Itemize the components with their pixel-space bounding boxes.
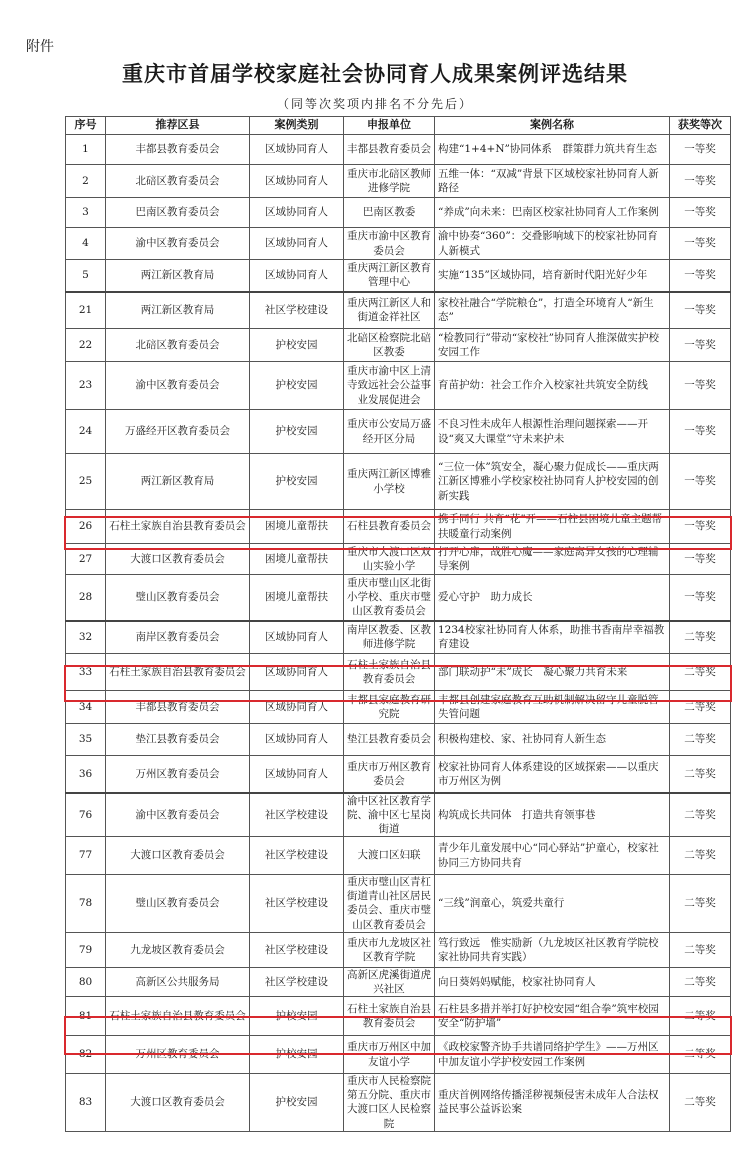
row-case-name: 积极构建校、家、社协同育人新生态 — [435, 724, 670, 756]
row-unit: 重庆市万州区教育委员会 — [344, 756, 435, 793]
row-category: 护校安园 — [250, 410, 344, 454]
row-unit: 石柱土家族自治县教育委员会 — [344, 997, 435, 1036]
table-row — [66, 228, 731, 260]
row-no: 77 — [66, 837, 106, 875]
row-unit: 丰都县教育委员会 — [344, 135, 435, 165]
row-case-name: 育苗护幼：社会工作介入校家社共筑安全防线 — [435, 362, 670, 410]
row-no: 4 — [66, 228, 106, 260]
row-no: 82 — [66, 1036, 106, 1074]
row-award: 二等奖 — [670, 997, 731, 1036]
row-district: 渝中区教育委员会 — [106, 362, 250, 410]
results-table-wrapper — [65, 116, 730, 1132]
table-row — [66, 967, 731, 996]
row-no: 33 — [66, 654, 106, 691]
row-no: 35 — [66, 724, 106, 756]
row-unit: 石柱土家族自治县教育委员会 — [344, 654, 435, 691]
row-no: 34 — [66, 691, 106, 724]
table-row — [66, 544, 731, 575]
row-category: 护校安园 — [250, 1074, 344, 1132]
row-district: 九龙坡区教育委员会 — [106, 932, 250, 967]
row-category: 护校安园 — [250, 997, 344, 1036]
row-district: 北碚区教育委员会 — [106, 329, 250, 362]
row-award: 二等奖 — [670, 654, 731, 691]
row-award: 一等奖 — [670, 135, 731, 165]
row-category: 困境儿童帮扶 — [250, 544, 344, 575]
row-no: 76 — [66, 793, 106, 837]
row-category: 社区学校建设 — [250, 875, 344, 933]
row-case-name: “检教同行”带动“家校社”协同育人推深做实护校安园工作 — [435, 329, 670, 362]
row-district: 垫江县教育委员会 — [106, 724, 250, 756]
row-category: 区域协同育人 — [250, 260, 344, 292]
row-category: 社区学校建设 — [250, 967, 344, 996]
row-no: 81 — [66, 997, 106, 1036]
row-award: 二等奖 — [670, 1036, 731, 1074]
row-no: 23 — [66, 362, 106, 410]
row-unit: 高新区虎溪街道虎兴社区 — [344, 967, 435, 996]
row-category: 区域协同育人 — [250, 756, 344, 793]
row-no: 79 — [66, 932, 106, 967]
row-category: 区域协同育人 — [250, 724, 344, 756]
row-case-name: 1234校家社协同育人体系，助推书香南岸幸福教育建设 — [435, 621, 670, 654]
row-award: 一等奖 — [670, 544, 731, 575]
row-unit: 重庆市渝中区教育委员会 — [344, 228, 435, 260]
row-district: 大渡口区教育委员会 — [106, 1074, 250, 1132]
table-row — [66, 362, 731, 410]
row-unit: 重庆市渝中区上清寺致远社会公益事业发展促进会 — [344, 362, 435, 410]
row-category: 区域协同育人 — [250, 135, 344, 165]
row-no: 24 — [66, 410, 106, 454]
row-award: 一等奖 — [670, 260, 731, 292]
row-category: 护校安园 — [250, 1036, 344, 1074]
row-case-name: 构筑成长共同体 打造共育领事巷 — [435, 793, 670, 837]
header-category: 案例类别 — [250, 117, 344, 135]
row-case-name: 重庆首例网络传播淫秽视频侵害未成年人合法权益民事公益诉讼案 — [435, 1074, 670, 1132]
table-body — [66, 135, 731, 1132]
row-district: 渝中区教育委员会 — [106, 228, 250, 260]
row-district: 石柱土家族自治县教育委员会 — [106, 654, 250, 691]
row-award: 一等奖 — [670, 198, 731, 228]
row-unit: 石柱县教育委员会 — [344, 510, 435, 544]
row-unit: 重庆市人民检察院第五分院、重庆市大渡口区人民检察院 — [344, 1074, 435, 1132]
row-district: 万州区教育委员会 — [106, 1036, 250, 1074]
row-district: 两江新区教育局 — [106, 260, 250, 292]
table-row — [66, 1074, 731, 1132]
row-award: 二等奖 — [670, 875, 731, 933]
row-category: 区域协同育人 — [250, 228, 344, 260]
row-unit: 重庆两江新区博雅小学校 — [344, 454, 435, 510]
row-no: 36 — [66, 756, 106, 793]
row-award: 一等奖 — [670, 510, 731, 544]
row-no: 25 — [66, 454, 106, 510]
row-award: 一等奖 — [670, 165, 731, 198]
row-district: 两江新区教育局 — [106, 454, 250, 510]
table-row — [66, 793, 731, 837]
row-category: 社区学校建设 — [250, 793, 344, 837]
row-no: 26 — [66, 510, 106, 544]
row-unit: 渝中区社区教育学院、渝中区七星岗街道 — [344, 793, 435, 837]
row-no: 32 — [66, 621, 106, 654]
row-unit: 重庆市公安局万盛经开区分局 — [344, 410, 435, 454]
row-unit: 重庆市北碚区教师进修学院 — [344, 165, 435, 198]
table-row — [66, 510, 731, 544]
row-case-name: 不良习性未成年人根源性治理问题探索——开设“爽又大课堂”守未来护未 — [435, 410, 670, 454]
row-case-name: 携手同行 共育“花”开——石柱县困境儿童主题帮扶暖童行动案例 — [435, 510, 670, 544]
row-award: 二等奖 — [670, 1074, 731, 1132]
row-case-name: 构建“1+4+N”协同体系 群策群力筑共育生态 — [435, 135, 670, 165]
row-district: 万盛经开区教育委员会 — [106, 410, 250, 454]
row-district: 高新区公共服务局 — [106, 967, 250, 996]
table-row — [66, 621, 731, 654]
row-no: 3 — [66, 198, 106, 228]
row-district: 璧山区教育委员会 — [106, 875, 250, 933]
row-unit: 重庆市璧山区北街小学校、重庆市璧山区教育委员会 — [344, 575, 435, 621]
row-district: 丰都县教育委员会 — [106, 135, 250, 165]
row-category: 区域协同育人 — [250, 165, 344, 198]
table-row — [66, 997, 731, 1036]
row-district: 璧山区教育委员会 — [106, 575, 250, 621]
row-no: 27 — [66, 544, 106, 575]
row-case-name: 丰都县创建家庭教育互助机制解决留守儿童脱管失管问题 — [435, 691, 670, 724]
row-award: 二等奖 — [670, 724, 731, 756]
row-award: 一等奖 — [670, 292, 731, 329]
table-row — [66, 575, 731, 621]
table-row — [66, 165, 731, 198]
table-row — [66, 654, 731, 691]
row-case-name: 打开心扉，战胜心魔——家庭离异女孩的心理辅导案例 — [435, 544, 670, 575]
row-no: 80 — [66, 967, 106, 996]
row-case-name: 实施“135”区域协同，培育新时代阳光好少年 — [435, 260, 670, 292]
row-case-name: 笃行致远 惟实励新（九龙坡区社区教育学院校家社协同共育实践） — [435, 932, 670, 967]
table-row — [66, 410, 731, 454]
attachment-label: 附件 — [26, 39, 54, 55]
row-category: 社区学校建设 — [250, 837, 344, 875]
row-district: 巴南区教育委员会 — [106, 198, 250, 228]
row-unit: 南岸区教委、区教师进修学院 — [344, 621, 435, 654]
table-row — [66, 292, 731, 329]
row-case-name: 向日葵妈妈赋能，校家社协同育人 — [435, 967, 670, 996]
row-award: 二等奖 — [670, 932, 731, 967]
row-award: 一等奖 — [670, 362, 731, 410]
row-case-name: 部门联动护“未”成长 凝心聚力共育未来 — [435, 654, 670, 691]
header-no: 序号 — [66, 117, 106, 135]
row-unit: 北碚区检察院北碚区教委 — [344, 329, 435, 362]
row-unit: 重庆市大渡口区双山实验小学 — [344, 544, 435, 575]
row-award: 一等奖 — [670, 228, 731, 260]
table-row — [66, 260, 731, 292]
row-award: 二等奖 — [670, 621, 731, 654]
header-award: 获奖等次 — [670, 117, 731, 135]
row-district: 万州区教育委员会 — [106, 756, 250, 793]
row-case-name: 《政校家警齐协手共谱同络护学生》——万州区中加友谊小学护校安园工作案例 — [435, 1036, 670, 1074]
row-case-name: 石柱县多措并举打好护校安园“组合拳”筑牢校园安全“防护墙” — [435, 997, 670, 1036]
row-category: 困境儿童帮扶 — [250, 575, 344, 621]
row-award: 二等奖 — [670, 837, 731, 875]
table-row — [66, 135, 731, 165]
row-district: 两江新区教育局 — [106, 292, 250, 329]
row-unit: 丰都县家庭教育研究院 — [344, 691, 435, 724]
row-category: 护校安园 — [250, 329, 344, 362]
row-case-name: “养成”向未来：巴南区校家社协同育人工作案例 — [435, 198, 670, 228]
page-title: 重庆市首届学校家庭社会协同育人成果案例评选结果 — [122, 62, 628, 86]
row-case-name: “三线”润童心，筑爱共童行 — [435, 875, 670, 933]
row-award: 一等奖 — [670, 454, 731, 510]
row-district: 大渡口区教育委员会 — [106, 544, 250, 575]
table-header-row — [66, 117, 731, 135]
row-category: 困境儿童帮扶 — [250, 510, 344, 544]
row-category: 区域协同育人 — [250, 198, 344, 228]
row-no: 28 — [66, 575, 106, 621]
row-district: 北碚区教育委员会 — [106, 165, 250, 198]
table-row — [66, 691, 731, 724]
header-unit: 申报单位 — [344, 117, 435, 135]
header-district: 推荐区县 — [106, 117, 250, 135]
row-case-name: 青少年儿童发展中心“同心驿站”护童心，校家社协同三方协同共育 — [435, 837, 670, 875]
results-table — [65, 116, 731, 1132]
row-category: 社区学校建设 — [250, 292, 344, 329]
row-case-name: 校家社协同育人体系建设的区域探索——以重庆市万州区为例 — [435, 756, 670, 793]
row-unit: 重庆两江新区教育管理中心 — [344, 260, 435, 292]
table-row — [66, 932, 731, 967]
row-no: 83 — [66, 1074, 106, 1132]
header-case: 案例名称 — [435, 117, 670, 135]
row-award: 一等奖 — [670, 410, 731, 454]
row-unit: 重庆市璧山区青杠街道青山社区居民委员会、重庆市璧山区教育委员会 — [344, 875, 435, 933]
row-award: 二等奖 — [670, 691, 731, 724]
row-unit: 重庆市九龙坡区社区教育学院 — [344, 932, 435, 967]
table-row — [66, 1036, 731, 1074]
row-no: 21 — [66, 292, 106, 329]
row-unit: 重庆市万州区中加友谊小学 — [344, 1036, 435, 1074]
row-case-name: “三位一体”筑安全，凝心聚力促成长——重庆两江新区博雅小学校家校社协同育人护校安园的创新实践 — [435, 454, 670, 510]
row-district: 大渡口区教育委员会 — [106, 837, 250, 875]
page-subtitle: （同等次奖项内排名不分先后） — [276, 97, 473, 111]
row-unit: 重庆两江新区人和街道金祥社区 — [344, 292, 435, 329]
row-category: 区域协同育人 — [250, 654, 344, 691]
table-row — [66, 875, 731, 933]
row-category: 区域协同育人 — [250, 621, 344, 654]
row-unit: 垫江县教育委员会 — [344, 724, 435, 756]
row-award: 二等奖 — [670, 793, 731, 837]
table-row — [66, 837, 731, 875]
row-category: 护校安园 — [250, 362, 344, 410]
row-award: 二等奖 — [670, 967, 731, 996]
row-award: 一等奖 — [670, 575, 731, 621]
row-no: 5 — [66, 260, 106, 292]
row-case-name: 爱心守护 助力成长 — [435, 575, 670, 621]
table-row — [66, 756, 731, 793]
row-no: 22 — [66, 329, 106, 362]
row-district: 南岸区教育委员会 — [106, 621, 250, 654]
row-category: 护校安园 — [250, 454, 344, 510]
row-category: 社区学校建设 — [250, 932, 344, 967]
row-unit: 大渡口区妇联 — [344, 837, 435, 875]
table-row — [66, 454, 731, 510]
table-row — [66, 329, 731, 362]
row-case-name: 渝中协奏“360”：交叠影响域下的校家社协同育人新模式 — [435, 228, 670, 260]
row-case-name: 家校社融合“学院粮仓”，打造全环境育人“新生态” — [435, 292, 670, 329]
row-case-name: 五维一体：“双减”背景下区域校家社协同育人新路径 — [435, 165, 670, 198]
row-award: 一等奖 — [670, 329, 731, 362]
row-no: 78 — [66, 875, 106, 933]
table-row — [66, 724, 731, 756]
row-district: 丰都县教育委员会 — [106, 691, 250, 724]
row-no: 1 — [66, 135, 106, 165]
row-award: 二等奖 — [670, 756, 731, 793]
row-no: 2 — [66, 165, 106, 198]
row-district: 渝中区教育委员会 — [106, 793, 250, 837]
table-row — [66, 198, 731, 228]
row-district: 石柱土家族自治县教育委员会 — [106, 510, 250, 544]
row-unit: 巴南区教委 — [344, 198, 435, 228]
row-district: 石柱土家族自治县教育委员会 — [106, 997, 250, 1036]
row-category: 区域协同育人 — [250, 691, 344, 724]
